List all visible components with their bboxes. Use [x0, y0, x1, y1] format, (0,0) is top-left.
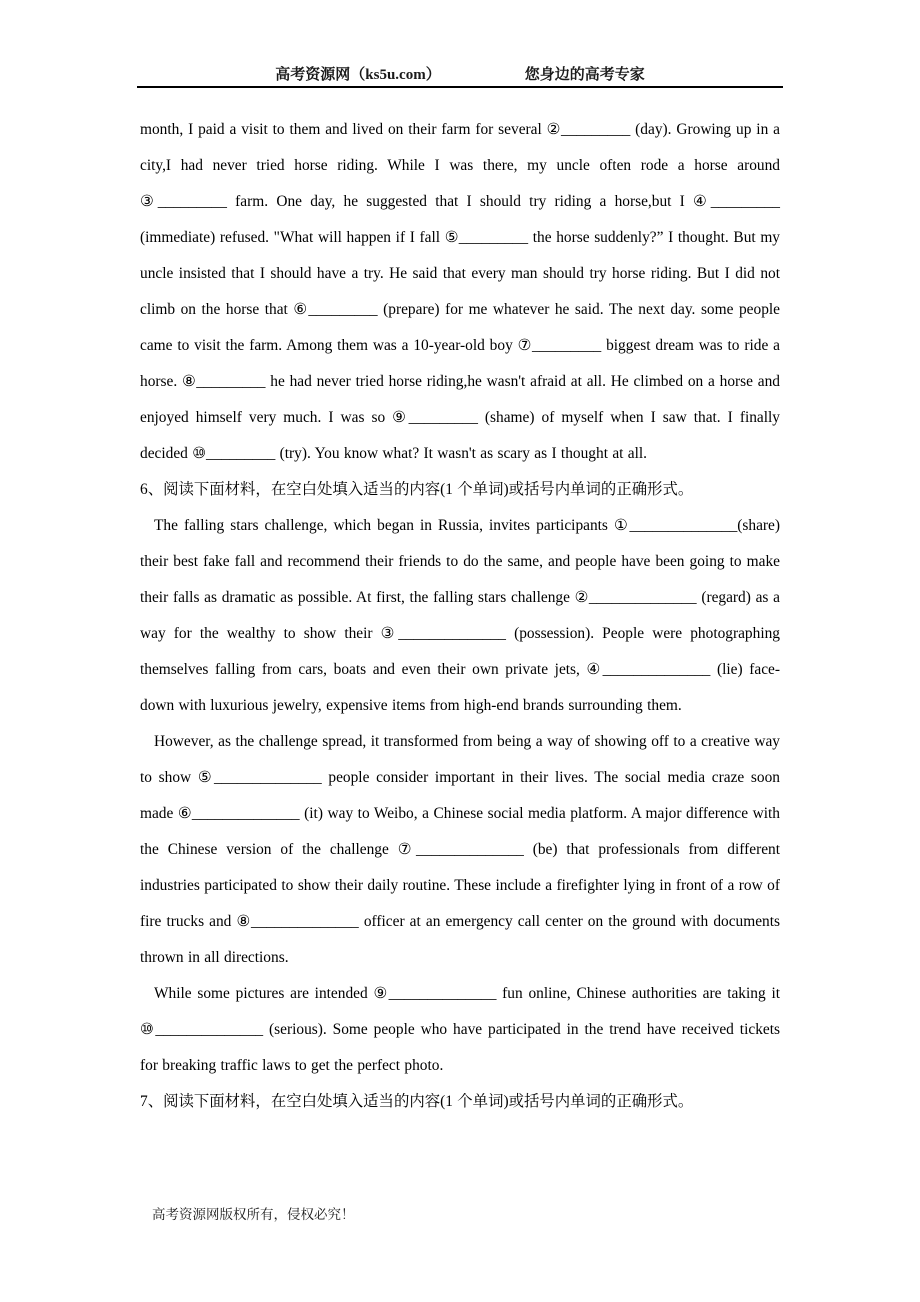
header-site-title: 高考资源网（ks5u.com）	[275, 67, 441, 83]
cloze-passage-5-continued: month, I paid a visit to them and lived on their farm for several ②_________ (day). Growing up in a city,I had never tried horse riding. While I was there, my uncle often rode a horse around ③_________ farm. One day, he suggested that I should try riding a horse,but I ④_________ (immediate) refused. "What will happen if I fall ⑤_________ the horse suddenly?” I thought. But my uncle insisted that I should have a try. He said that every man should try horse riding. But I did not climb on the horse that ⑥_________ (prepare) for me whatever he said. The next day. some people came to visit the farm. Among them was a 10-year-old boy ⑦_________ biggest dream was to ride a horse. ⑧_________ he had never tried horse riding,he wasn't afraid at all. He climbed on a horse and enjoyed himself very much. I was so ⑨_________ (shame) of myself when I saw that. I finally decided ⑩_________ (try). You know what? It wasn't as scary as I thought at all.	[140, 121, 781, 462]
passage-6-paragraph-1: The falling stars challenge, which began in Russia, invites participants ①______________(share) their best fake fall and recommend their friends to do the same, and people have been going to make their falls as dramatic as possible. At first, the falling stars challenge ②______________ (regard) as a way for the wealthy to show their ③______________ (possession). People were photographing themselves falling from cars, boats and even their own private jets, ④______________ (lie) face-down with luxurious jewelry, expensive items from high-end brands surrounding them.	[140, 517, 780, 714]
section-7-instruction: 7、阅读下面材料，在空白处填入适当的内容(1 个单词)或括号内单词的正确形式。	[140, 1093, 694, 1110]
document-content	[140, 112, 780, 1120]
passage-6-paragraph-2: However, as the challenge spread, it transformed from being a way of showing off to a creative way to show ⑤______________ people consider important in their lives. The social media craze soon made ⑥______________ (it) way to Weibo, a Chinese social media platform. A major difference with the Chinese version of the challenge ⑦______________ (be) that professionals from different industries participated to show their daily routine. These include a firefighter lying in front of a row of fire trucks and ⑧______________ officer at an emergency call center on the ground with documents thrown in all directions.	[140, 733, 780, 966]
page-footer	[152, 1203, 355, 1223]
page-header	[140, 63, 780, 84]
footer-copyright: 高考资源网版权所有，侵权必究！	[152, 1207, 355, 1222]
header-divider	[137, 86, 783, 88]
passage-6-paragraph-3: While some pictures are intended ⑨______________ fun online, Chinese authorities are taking it ⑩______________ (serious). Some people who have participated in the trend have received tickets for breaking traffic laws to get the perfect photo.	[140, 985, 780, 1074]
header-slogan: 您身边的高考专家	[524, 67, 645, 83]
section-6-instruction: 6、阅读下面材料，在空白处填入适当的内容(1 个单词)或括号内单词的正确形式。	[140, 481, 694, 498]
